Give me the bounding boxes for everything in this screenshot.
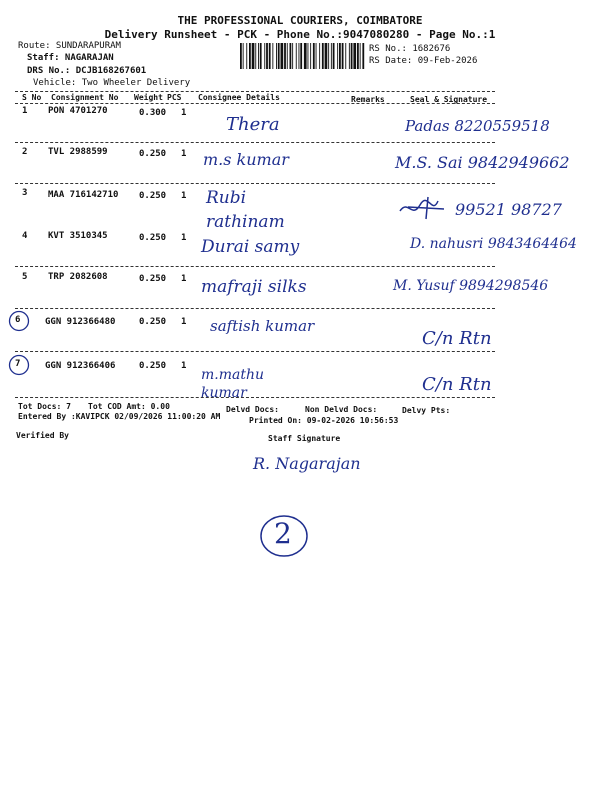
barcode-bar	[287, 43, 288, 69]
barcode	[239, 43, 367, 69]
row-1-weight: 0.300	[139, 108, 167, 118]
barcode-bar	[296, 43, 297, 69]
staff-signature-label: Staff Signature	[268, 434, 341, 443]
row-5-pcs: 1	[181, 274, 187, 284]
barcode-bar	[269, 43, 271, 69]
row-4-consignee-handwriting: Durai samy	[201, 237, 300, 257]
non-delvd-docs: Non Delvd Docs:	[305, 405, 378, 414]
barcode-bar	[260, 43, 262, 69]
drs-label: DRS No.: DCJB168267601	[27, 66, 147, 76]
row-4-signature-handwriting: D. nahusri 9843464464	[410, 236, 577, 252]
row-7-pcs: 1	[181, 361, 187, 371]
row-6-weight: 0.250	[139, 317, 167, 327]
row-5-sno: 5	[22, 272, 28, 282]
barcode-bar	[362, 43, 364, 69]
barcode-bar	[252, 43, 255, 69]
barcode-bar	[284, 43, 286, 69]
row-5-consignee-handwriting: mafraji silks	[201, 277, 307, 297]
row-4-weight: 0.250	[139, 233, 167, 243]
barcode-bar	[304, 43, 307, 69]
row-1-signature-handwriting: Padas 8220559518	[405, 117, 550, 135]
barcode-bar	[328, 43, 329, 69]
barcode-bar	[333, 43, 335, 69]
row-6-consignee-handwriting: saftish kumar	[210, 317, 315, 335]
row-7-sno: 7	[15, 359, 21, 369]
tot-cod: Tot COD Amt: 0.00	[88, 402, 170, 411]
barcode-bar	[266, 43, 268, 69]
barcode-bar	[299, 43, 300, 69]
row-3-sno: 3	[22, 188, 28, 198]
row-2-consignee-handwriting: m.s kumar	[203, 150, 289, 169]
row-2-signature-handwriting: M.S. Sai 9842949662	[395, 153, 570, 172]
row-7-weight: 0.250	[139, 361, 167, 371]
barcode-bar	[278, 43, 280, 69]
col-pcs: PCS	[167, 93, 182, 102]
row-6-consignment: GGN 912366480	[45, 317, 116, 327]
row-7-remark-handwriting: C/n Rtn	[422, 374, 492, 395]
row-2-pcs: 1	[181, 149, 187, 159]
barcode-bar	[308, 43, 309, 69]
col-signature: Seal & Signature	[410, 95, 488, 104]
row-3-consignee-handwriting: Rubi rathinam	[206, 188, 285, 232]
barcode-bar	[292, 43, 293, 69]
barcode-bar	[345, 43, 346, 69]
tot-docs: Tot Docs: 7	[18, 402, 71, 411]
col-sno: S No	[22, 93, 42, 102]
staff-label: Staff: NAGARAJAN	[27, 53, 114, 63]
barcode-bar	[357, 43, 359, 69]
barcode-bar	[240, 43, 242, 69]
runsheet-title: Delivery Runsheet - PCK - Phone No.:9047080280 - Page No.:1	[104, 28, 496, 41]
barcode-bar	[258, 43, 259, 69]
barcode-bar	[325, 43, 328, 69]
barcode-bar	[342, 43, 344, 69]
barcode-bar	[322, 43, 324, 69]
row-6-sno: 6	[15, 315, 21, 325]
row-6-remark-handwriting: C/n Rtn	[422, 328, 492, 349]
barcode-bar	[276, 43, 277, 69]
circled-number: 2	[274, 517, 292, 550]
row-3-consignment: MAA 716142710	[48, 190, 119, 200]
barcode-bar	[331, 43, 332, 69]
barcode-bar	[246, 43, 247, 69]
printed-on: Printed On: 09-02-2026 10:56:53	[249, 416, 399, 425]
row-3-weight: 0.250	[139, 191, 167, 201]
row-7-consignee-handwriting: m.mathu kumar	[201, 367, 265, 401]
entered-by: Entered By :KAVIPCK 02/09/2026 11:00:20 AM	[18, 412, 221, 421]
barcode-bar	[349, 43, 350, 69]
vehicle-label: Vehicle: Two Wheeler Delivery	[33, 78, 191, 88]
row-6-pcs: 1	[181, 317, 187, 327]
barcode-bar	[310, 43, 311, 69]
delvd-docs: Delvd Docs:	[226, 405, 279, 414]
row-3-scribble-signature	[398, 195, 448, 221]
row-5-weight: 0.250	[139, 274, 167, 284]
barcode-bar	[351, 43, 353, 69]
row-1-consignment: PON 4701270	[48, 106, 108, 116]
verified-by: Verified By	[16, 431, 69, 440]
barcode-bar	[281, 43, 284, 69]
rs-number: RS No.: 1682676	[369, 44, 451, 54]
route-label: Route: SUNDARAPURAM	[18, 41, 121, 51]
row-5-consignment: TRP 2082608	[48, 272, 108, 282]
col-consignment: Consignment No	[51, 93, 119, 102]
rs-date: RS Date: 09-Feb-2026	[369, 56, 478, 66]
barcode-bar	[272, 43, 273, 69]
barcode-bar	[337, 43, 338, 69]
barcode-bar	[339, 43, 341, 69]
company-title: THE PROFESSIONAL COURIERS, COIMBATORE	[177, 14, 423, 27]
row-4-sno: 4	[22, 231, 28, 241]
row-2-sno: 2	[22, 147, 28, 157]
row-4-consignment: KVT 3510345	[48, 231, 108, 241]
barcode-bar	[360, 43, 361, 69]
barcode-bar	[249, 43, 251, 69]
barcode-bar	[243, 43, 244, 69]
row-3-pcs: 1	[181, 191, 187, 201]
row-2-weight: 0.250	[139, 149, 167, 159]
barcode-bar	[353, 43, 356, 69]
row-5-signature-handwriting: M. Yusuf 9894298546	[393, 278, 549, 294]
row-1-consignee-handwriting: Thera	[226, 114, 280, 135]
barcode-bar	[300, 43, 302, 69]
row-7-consignment: GGN 912366406	[45, 361, 116, 371]
barcode-bar	[255, 43, 256, 69]
barcode-bar	[313, 43, 315, 69]
delvy-pts: Delvy Pts:	[402, 406, 451, 415]
col-remarks: Remarks	[351, 95, 385, 104]
barcode-bar	[290, 43, 292, 69]
barcode-bar	[319, 43, 320, 69]
row-1-sno: 1	[22, 106, 28, 116]
col-weight: Weight	[134, 93, 163, 102]
row-4-pcs: 1	[181, 233, 187, 243]
col-consignee: Consignee Details	[198, 93, 280, 102]
row-3-signature-handwriting: 99521 98727	[455, 200, 562, 219]
barcode-bar	[316, 43, 317, 69]
barcode-bar	[264, 43, 265, 69]
row-2-consignment: TVL 2988599	[48, 147, 108, 157]
staff-signature-handwriting: R. Nagarajan	[253, 454, 361, 473]
row-1-pcs: 1	[181, 108, 187, 118]
